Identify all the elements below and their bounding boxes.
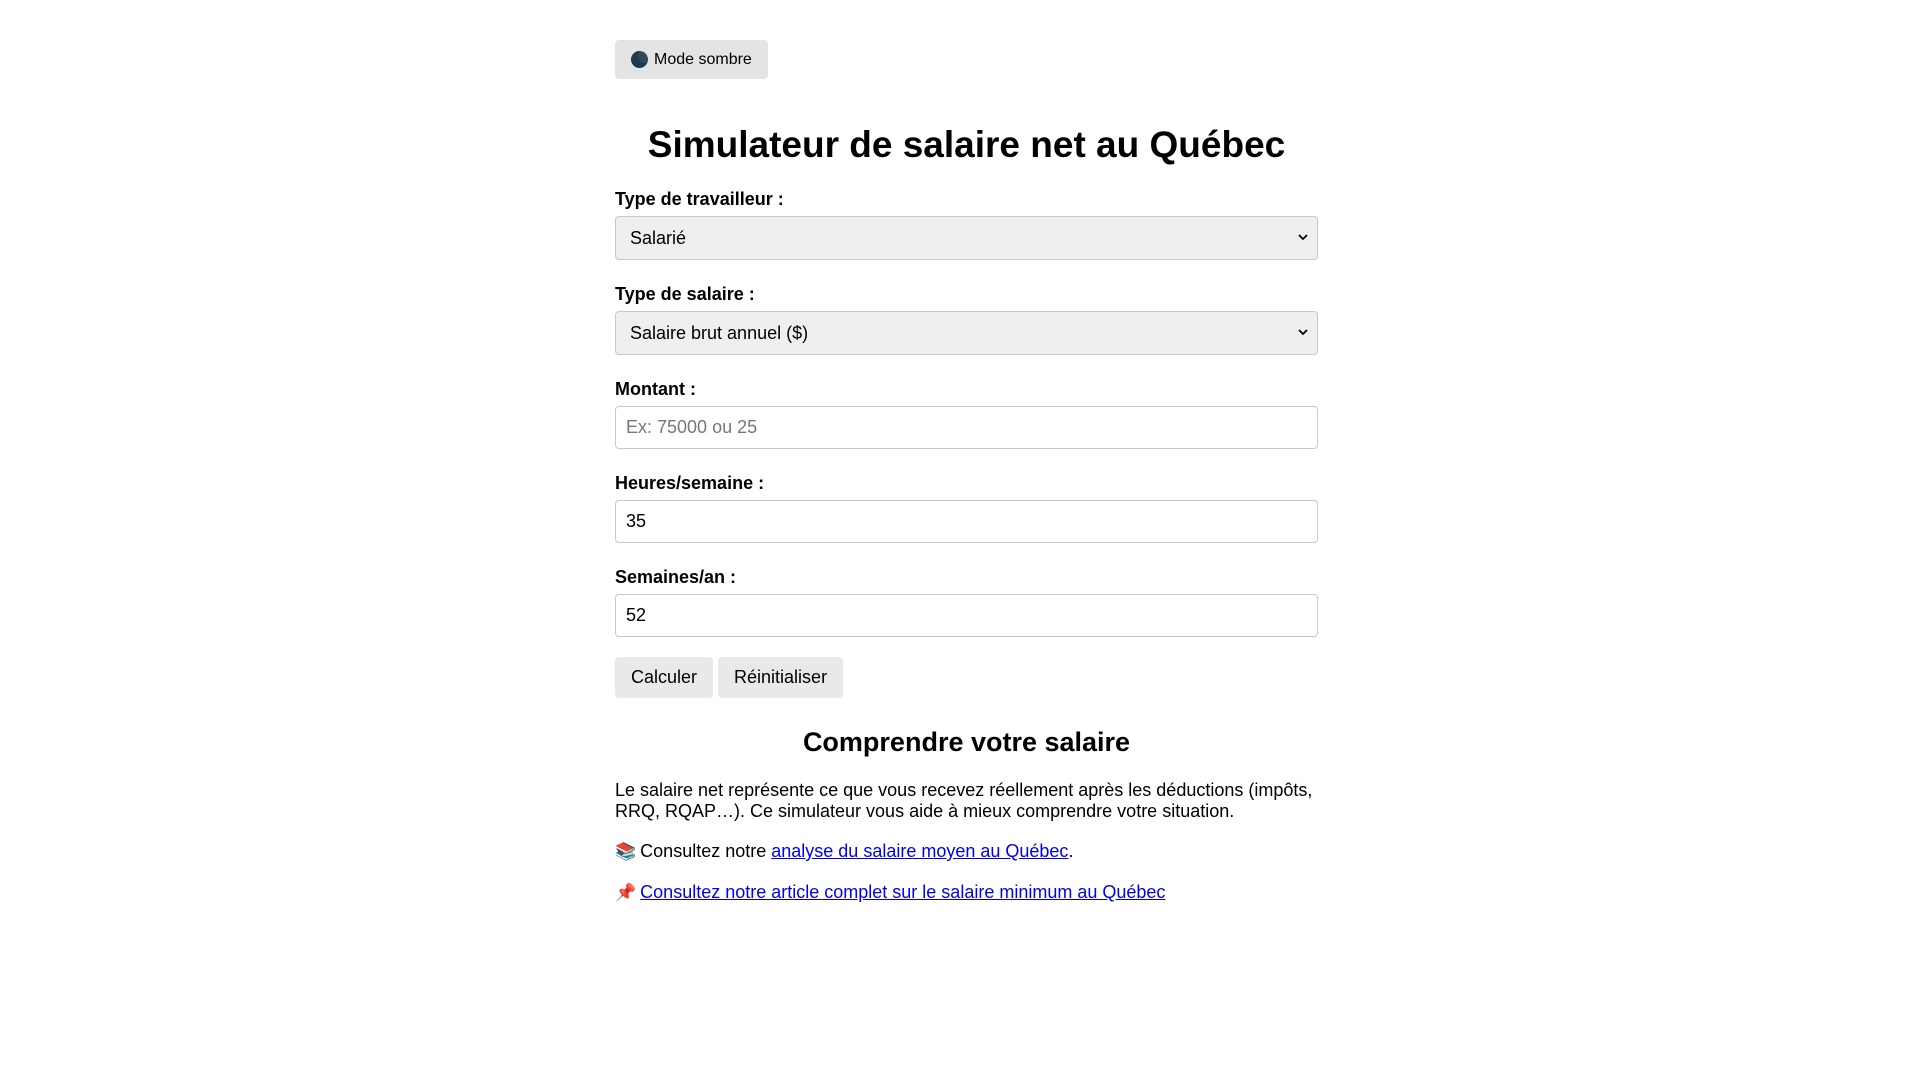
hours-per-week-input[interactable] — [615, 500, 1318, 543]
chevron-down-icon — [1298, 327, 1308, 337]
hours-per-week-label: Heures/semaine : — [615, 473, 765, 493]
weeks-per-year-label: Semaines/an : — [615, 567, 737, 587]
form-actions — [615, 657, 1318, 698]
moon-icon — [631, 51, 648, 68]
dark-mode-toggle-button[interactable] — [615, 40, 768, 79]
amount-label: Montant : — [615, 379, 696, 399]
average-salary-suffix: . — [1068, 841, 1074, 861]
info-heading: Comprendre votre salaire — [802, 727, 1131, 757]
salary-type-select[interactable] — [615, 311, 1318, 355]
chevron-down-icon — [1298, 232, 1308, 242]
worker-type-select-value[interactable]: Salarié — [615, 216, 1318, 260]
page-title: Simulateur de salaire net au Québec — [647, 124, 1286, 165]
weeks-per-year-input[interactable] — [615, 594, 1318, 637]
average-salary-line — [615, 841, 1318, 863]
salary-type-select-value[interactable]: Salaire brut annuel ($) — [615, 311, 1318, 355]
main-container — [615, 40, 1318, 904]
dark-mode-label: Mode sombre — [654, 50, 752, 68]
amount-input[interactable] — [615, 406, 1318, 449]
average-salary-link[interactable]: analyse du salaire moyen au Québec — [771, 841, 1069, 861]
average-salary-prefix: Consultez notre — [640, 841, 772, 861]
calculate-button[interactable]: Calculer — [615, 657, 713, 698]
minimum-salary-link[interactable]: Consultez notre article complet sur le salaire minimum au Québec — [640, 882, 1166, 902]
worker-type-select[interactable] — [615, 216, 1318, 260]
info-paragraph: Le salaire net représente ce que vous recevez réellement après les déductions (impôts, RRQ, RQAP…). Ce simulateur vous aide à mieux comprendre votre situation. — [615, 780, 1313, 821]
worker-type-label: Type de travailleur : — [615, 189, 784, 209]
pushpin-icon: 📌 — [615, 883, 637, 903]
salary-type-label: Type de salaire : — [615, 284, 755, 304]
minimum-salary-line — [615, 882, 1318, 904]
reset-button[interactable]: Réinitialiser — [718, 657, 843, 698]
books-icon: 📚 — [615, 842, 637, 862]
